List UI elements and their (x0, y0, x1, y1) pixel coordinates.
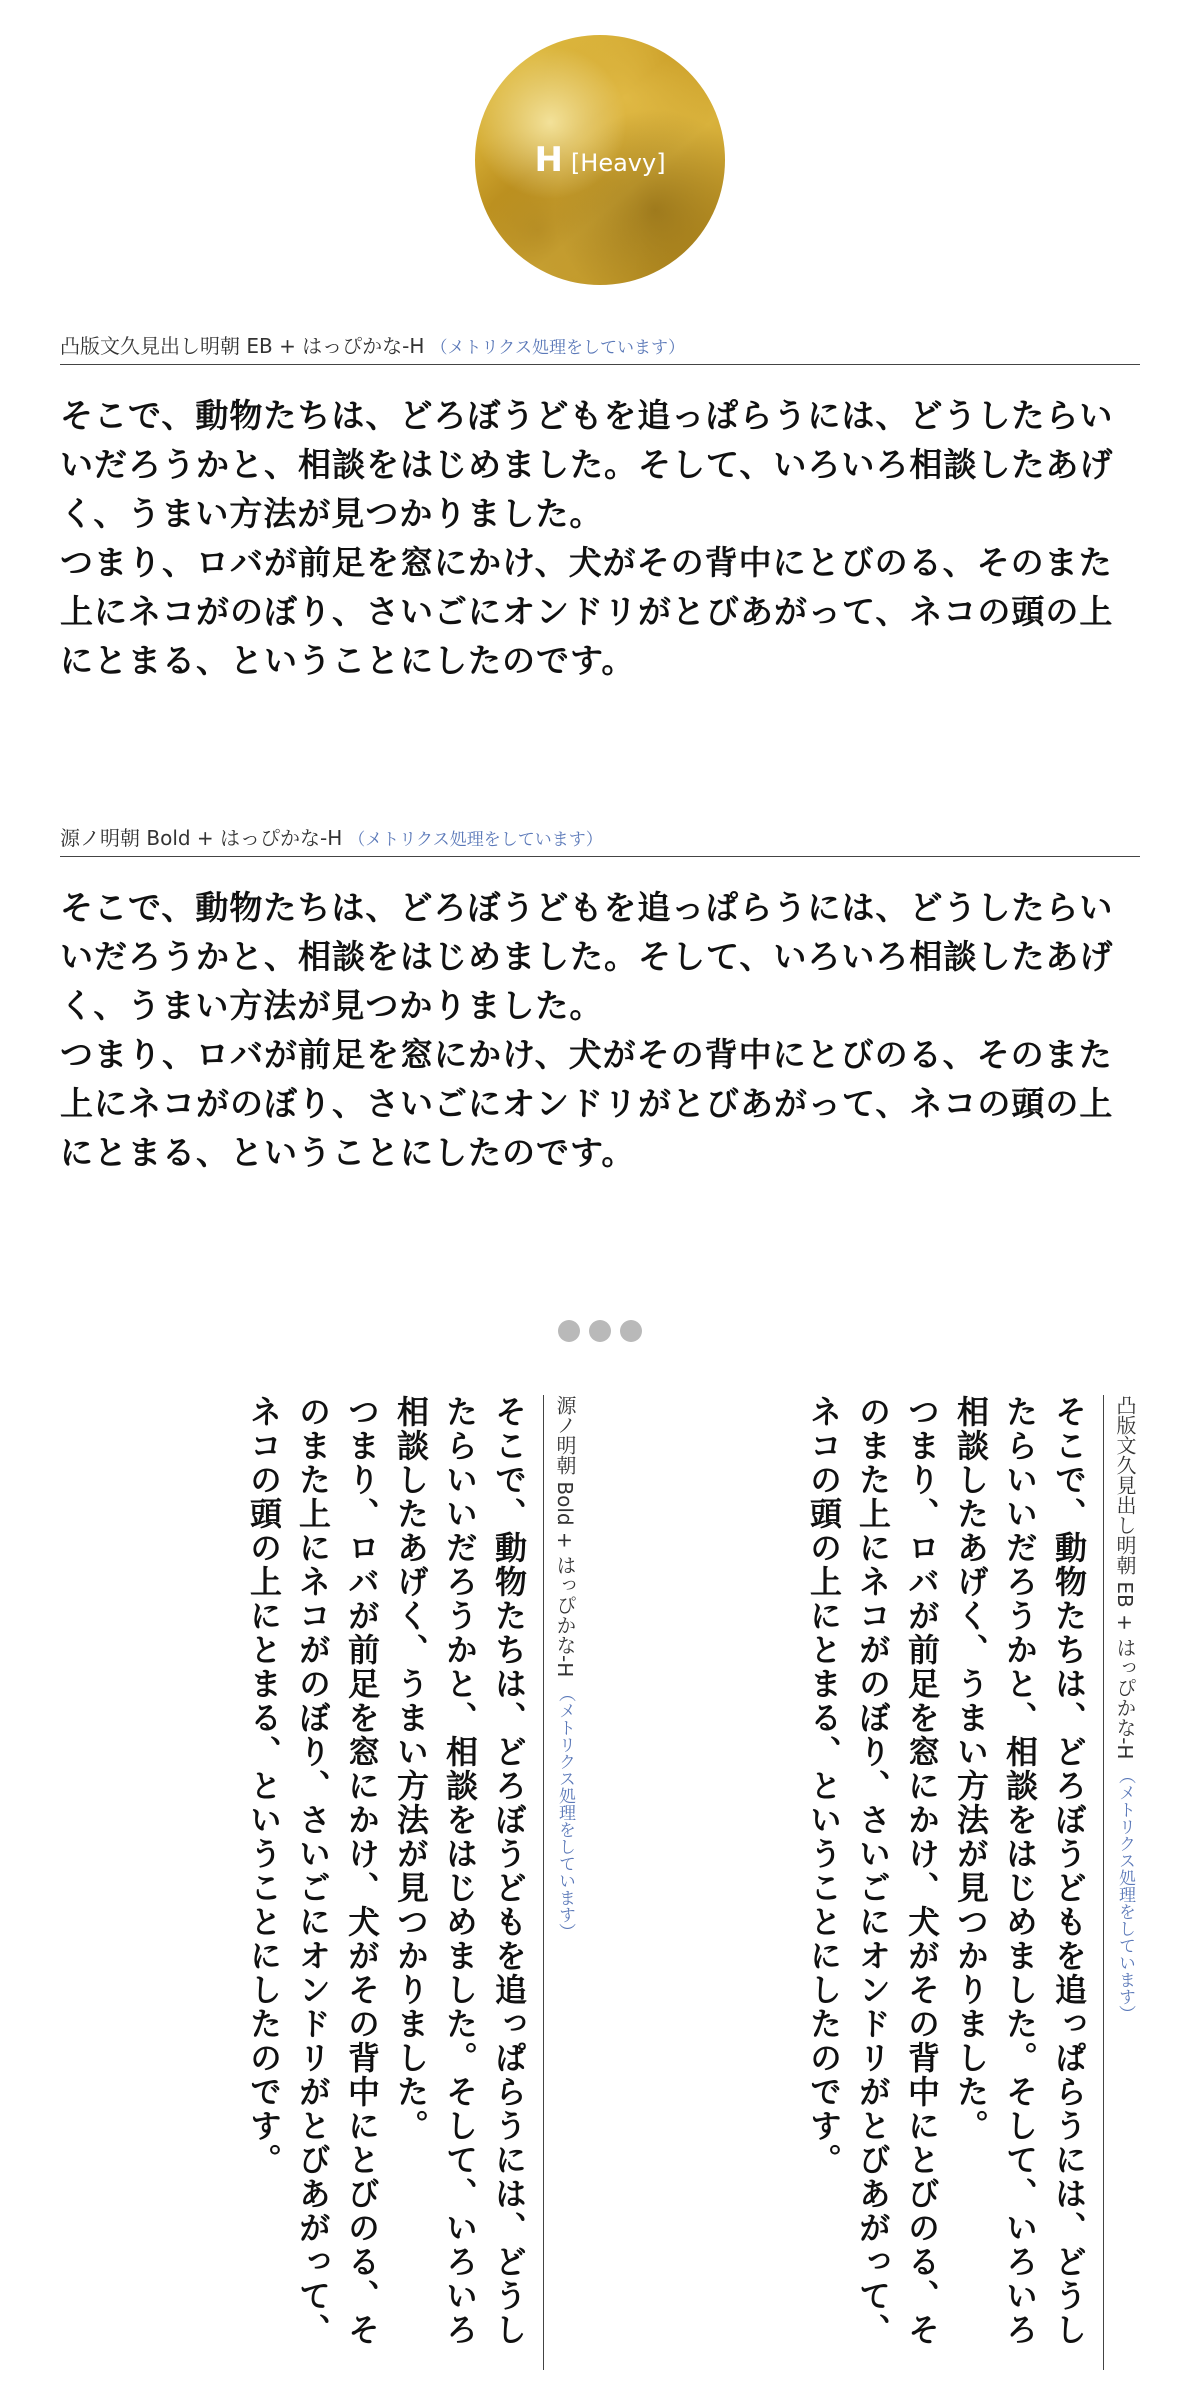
sample-1-font-name: 凸版文久見出し明朝 EB + はっぴかな-H (60, 334, 425, 358)
vertical-sample-1-font-name: 凸版文久見出し明朝 EB + はっぴかな-H (1113, 1395, 1137, 1760)
sample-2-font-name: 源ノ明朝 Bold + はっぴかな-H (60, 826, 343, 850)
weight-badge-label: [Heavy] (570, 149, 666, 177)
sample-2-paragraph-1: そこで、動物たちは、どろぼうどもを追っぱらうには、どうしたらいいだろうかと、相談をはじめました。そして、いろいろ相談したあげく、うまい方法が見つかりました。 (60, 888, 1114, 1025)
sample-1-caption (60, 330, 1140, 365)
sample-2-paragraph-2: つまり、ロバが前足を窓にかけ、犬がその背中にとびのる、そのまた上にネコがのぼり、さいごにオンドリがとびあがって、ネコの頭の上にとまる、ということにしたのです。 (60, 1035, 1114, 1172)
vertical-sample-2-paragraph-2: つまり、ロバが前足を窓にかけ、犬がその背中にとびのる、そのまた上にネコがのぼり、さいごにオンドリがとびあがって、ネコの頭の上にとまる、ということにしたのです。 (245, 1395, 381, 2347)
sample-1-text (60, 391, 1140, 685)
vertical-sample-2-note: （メトリクス処理をしています） (555, 1685, 575, 1941)
vertical-sample-2-font-name: 源ノ明朝 Bold + はっぴかな-H (553, 1395, 577, 1678)
weight-badge (475, 35, 725, 285)
vertical-sample-1-note: （メトリクス処理をしています） (1115, 1767, 1135, 2023)
sample-2-caption (60, 822, 1140, 857)
vertical-sample-1-caption (1103, 1395, 1140, 2370)
sample-1-paragraph-2: つまり、ロバが前足を窓にかけ、犬がその背中にとびのる、そのまた上にネコがのぼり、さいごにオンドリがとびあがって、ネコの頭の上にとまる、ということにしたのです。 (60, 543, 1114, 680)
vertical-sample-2 (60, 1395, 580, 2370)
divider-dot (558, 1320, 580, 1342)
vertical-sample-1-text (799, 1395, 1093, 2370)
weight-badge-letter: H (534, 140, 563, 180)
vertical-sample-1 (620, 1395, 1140, 2370)
divider-dot (620, 1320, 642, 1342)
divider-dot (589, 1320, 611, 1342)
section-divider-dots (0, 1320, 1200, 1342)
vertical-sample-1-paragraph-1: そこで、動物たちは、どろぼうどもを追っぱらうには、どうしたらいいだろうかと、相談をはじめました。そして、いろいろ相談したあげく、うまい方法が見つかりました。 (952, 1395, 1088, 2347)
vertical-sample-2-text (239, 1395, 533, 2370)
vertical-sample-1-paragraph-2: つまり、ロバが前足を窓にかけ、犬がその背中にとびのる、そのまた上にネコがのぼり、さいごにオンドリがとびあがって、ネコの頭の上にとまる、ということにしたのです。 (805, 1395, 941, 2347)
sample-1-note: （メトリクス処理をしています） (430, 338, 685, 358)
vertical-sample-2-caption (543, 1395, 580, 2370)
sample-2-text (60, 883, 1140, 1177)
horizontal-sample-2 (60, 822, 1140, 1177)
sample-2-note: （メトリクス処理をしています） (348, 830, 603, 850)
horizontal-sample-1 (60, 330, 1140, 685)
sample-1-paragraph-1: そこで、動物たちは、どろぼうどもを追っぱらうには、どうしたらいいだろうかと、相談をはじめました。そして、いろいろ相談したあげく、うまい方法が見つかりました。 (60, 396, 1114, 533)
weight-badge-text (534, 140, 665, 180)
vertical-sample-2-paragraph-1: そこで、動物たちは、どろぼうどもを追っぱらうには、どうしたらいいだろうかと、相談をはじめました。そして、いろいろ相談したあげく、うまい方法が見つかりました。 (392, 1395, 528, 2347)
